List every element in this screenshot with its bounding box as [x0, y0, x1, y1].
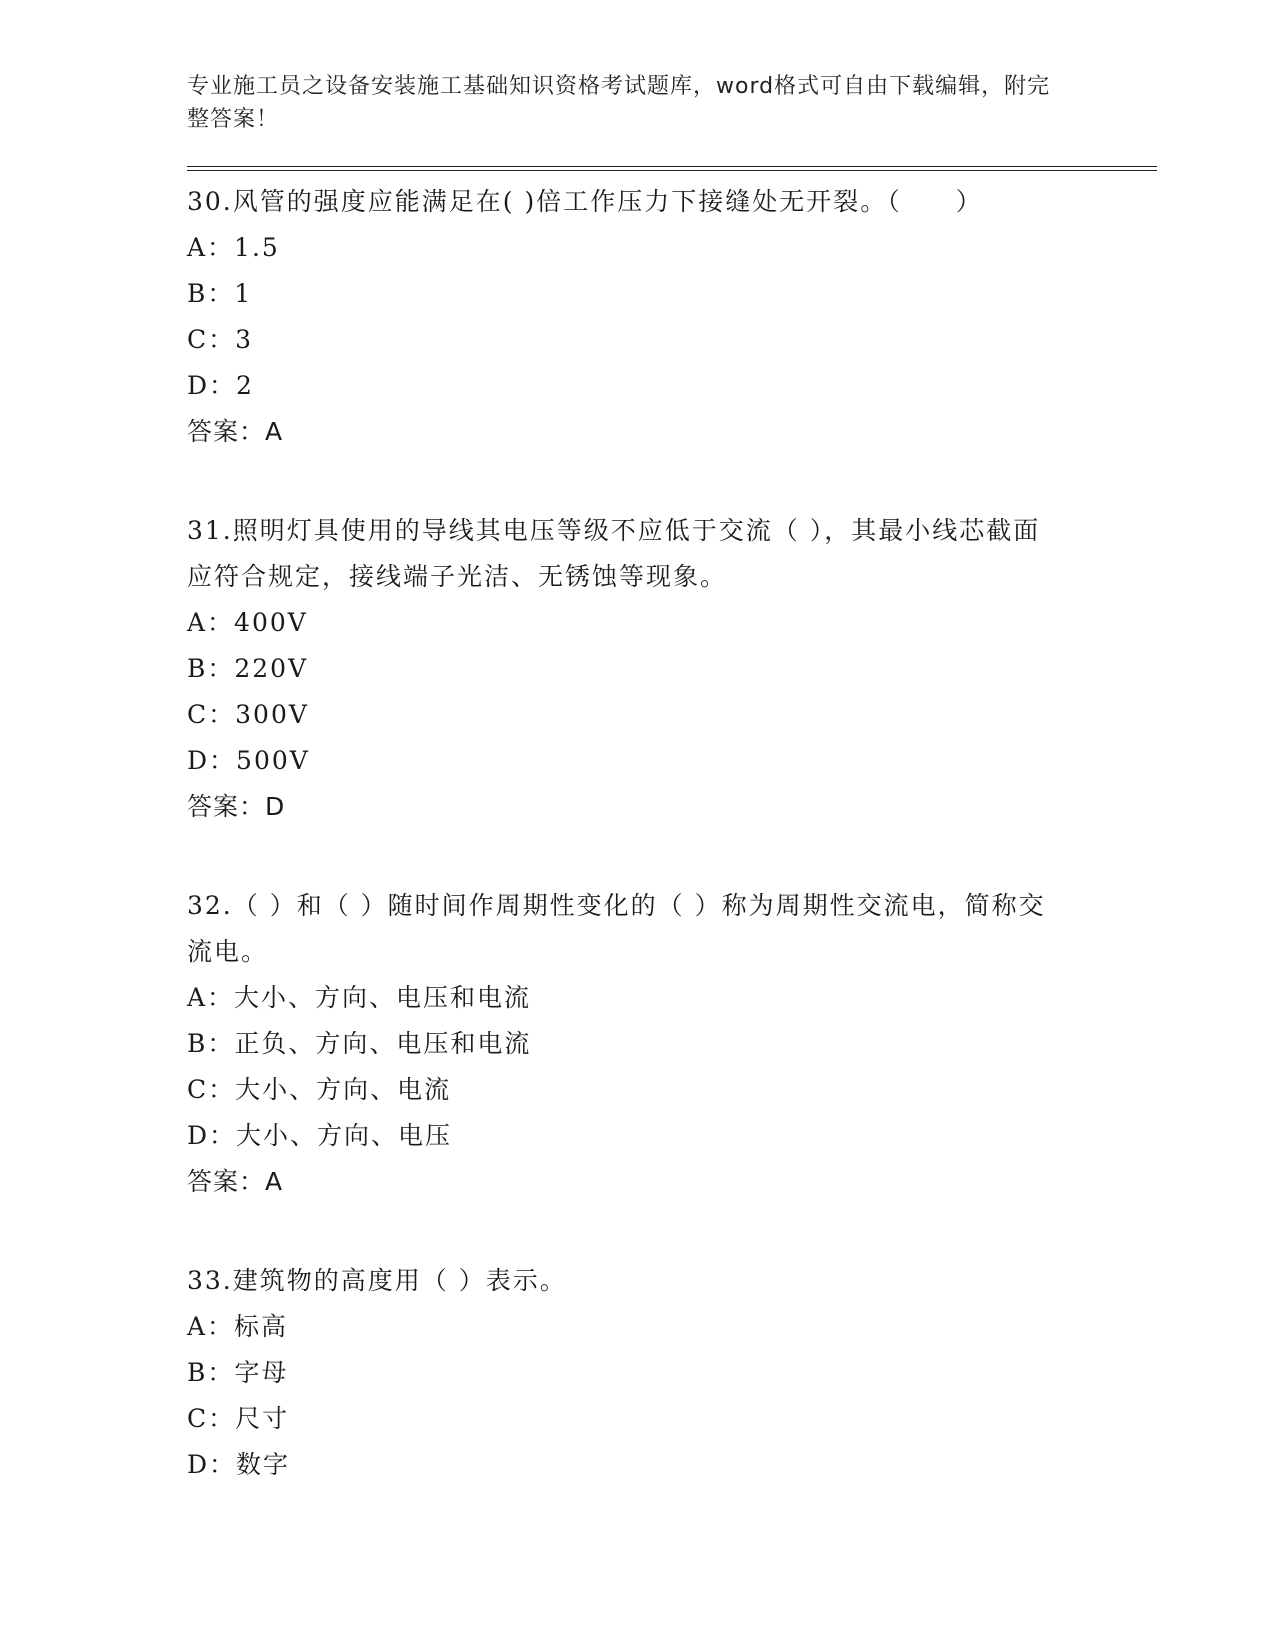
- answer: 答案：A: [187, 1167, 284, 1196]
- option-c: C：大小、方向、电流: [187, 1075, 452, 1104]
- document-header: 专业施工员之设备安装施工基础知识资格考试题库，word格式可自由下载编辑，附完整答案！: [187, 74, 1051, 132]
- question-32: [187, 883, 1157, 1205]
- document-page: [187, 70, 1157, 1488]
- option-d: D：数字: [187, 1450, 291, 1479]
- option-b: B：正负、方向、电压和电流: [187, 1029, 532, 1058]
- question-30: [187, 179, 1157, 455]
- question-spacer: [187, 455, 1157, 500]
- question-text: 31.照明灯具使用的导线其电压等级不应低于交流（ ），其最小线芯截面应符合规定，接线端子光洁、无锈蚀等现象。: [187, 516, 1041, 591]
- option-a: A：1.5: [187, 233, 280, 262]
- option-c: C：尺寸: [187, 1404, 290, 1433]
- option-a: A：400V: [187, 608, 308, 637]
- option-b: B：字母: [187, 1358, 289, 1387]
- question-31: [187, 508, 1157, 830]
- option-d: D：2: [187, 371, 254, 400]
- option-c: C：3: [187, 325, 254, 354]
- option-a: A：标高: [187, 1312, 289, 1341]
- answer: 答案：A: [187, 417, 284, 446]
- question-spacer: [187, 830, 1157, 875]
- question-text: 32.（ ）和（ ）随时间作周期性变化的（ ）称为周期性交流电，简称交流电。: [187, 891, 1046, 966]
- option-b: B：220V: [187, 654, 309, 683]
- header-divider: [187, 166, 1157, 171]
- option-a: A：大小、方向、电压和电流: [187, 983, 532, 1012]
- answer: 答案：D: [187, 792, 286, 821]
- question-33: [187, 1258, 1157, 1488]
- option-d: D：500V: [187, 746, 310, 775]
- question-spacer: [187, 1205, 1157, 1250]
- question-text: 33.建筑物的高度用（ ）表示。: [187, 1266, 567, 1295]
- question-text: 30.风管的强度应能满足在( )倍工作压力下接缝处无开裂。（ ）: [187, 187, 983, 216]
- option-c: C：300V: [187, 700, 309, 729]
- option-d: D：大小、方向、电压: [187, 1121, 453, 1150]
- option-b: B：1: [187, 279, 253, 308]
